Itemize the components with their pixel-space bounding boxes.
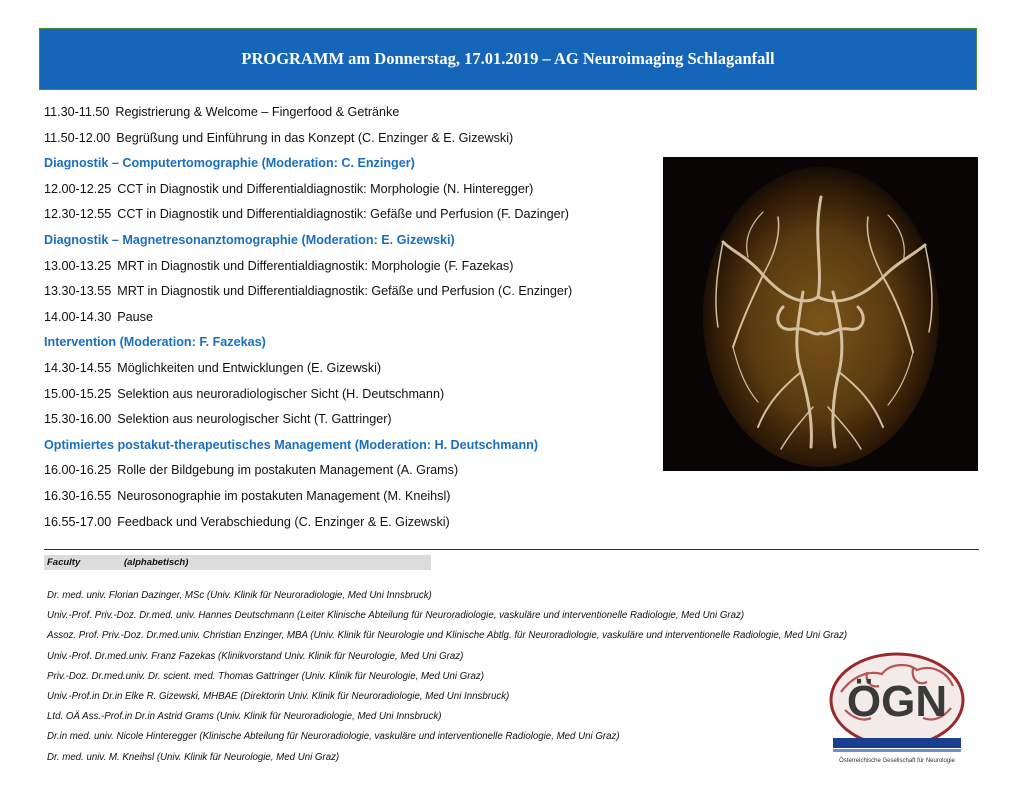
faculty-member: Dr.in med. univ. Nicole Hinteregger (Klinische Abteilung für Neuroradiologie, vaskuläre und interventionelle Radiologie, Med Uni Graz) (47, 731, 620, 743)
program-header (39, 28, 977, 90)
section-heading: Diagnostik – Magnetresonanztomographie (Moderation: E. Gizewski) (44, 232, 455, 247)
schedule-item (44, 206, 654, 232)
schedule-time: 16.55-17.00 (44, 514, 112, 529)
section-heading: Intervention (Moderation: F. Fazekas) (44, 335, 266, 350)
schedule-item (44, 411, 654, 437)
schedule-time: 16.00-16.25 (44, 463, 112, 478)
schedule-time: 12.00-12.25 (44, 181, 112, 196)
faculty-member: Dr. med. univ. M. Kneihsl (Univ. Klinik für Neurologie, Med Uni Graz) (47, 751, 340, 763)
schedule-item (44, 283, 654, 309)
faculty-label: Faculty (47, 557, 81, 568)
schedule-time: 15.00-15.25 (44, 386, 112, 401)
schedule-description: Pause (117, 309, 153, 324)
brain-angiography-image (663, 157, 978, 471)
schedule-item (44, 309, 654, 335)
section-divider (44, 549, 979, 550)
schedule-item (44, 360, 654, 386)
schedule-time: 11.30-11.50 (44, 105, 110, 119)
schedule-item (44, 130, 654, 156)
schedule-description: MRT in Diagnostik und Differentialdiagnostik: Morphologie (F. Fazekas) (117, 258, 514, 273)
schedule-description: Selektion aus neuroradiologischer Sicht (H. Deutschmann) (117, 386, 445, 401)
schedule-description: Neurosonographie im postakuten Management (M. Kneihsl) (117, 488, 451, 503)
faculty-member: Univ.-Prof.in Dr.in Elke R. Gizewski, MHBAE (Direktorin Univ. Klinik für Neuroradiologie, Med Uni Innsbruck) (47, 690, 510, 702)
schedule-time: 14.30-14.55 (44, 360, 112, 375)
faculty-member: Assoz. Prof. Priv.-Doz. Dr.med.univ. Christian Enzinger, MBA (Univ. Klinik für Neurologie und Klinische Abtlg. für Neuroradiologie, vaskuläre und interventionelle Radiologie, Med Uni Graz) (47, 630, 848, 642)
section-heading: Diagnostik – Computertomographie (Moderation: C. Enzinger) (44, 156, 415, 171)
schedule-description: Rolle der Bildgebung im postakuten Management (A. Grams) (117, 463, 459, 478)
schedule-description: CCT in Diagnostik und Differentialdiagnostik: Morphologie (N. Hinteregger) (117, 181, 534, 196)
schedule-description: Selektion aus neurologischer Sicht (T. Gattringer) (117, 412, 392, 427)
faculty-member: Priv.-Doz. Dr.med.univ. Dr. scient. med. Thomas Gattringer (Univ. Klinik für Neurologie, Med Uni Graz) (47, 670, 484, 682)
schedule-description: MRT in Diagnostik und Differentialdiagnostik: Gefäße und Perfusion (C. Enzinger) (117, 284, 573, 299)
schedule-time: 12.30-12.55 (44, 207, 112, 222)
logo-text: ÖGN (846, 677, 948, 726)
section-heading: Optimiertes postakut-therapeutisches Management (Moderation: H. Deutschmann) (44, 437, 539, 452)
logo-caption: Österreichische Gesellschaft für Neurologie (839, 758, 955, 764)
schedule-list (44, 104, 654, 539)
schedule-description: CCT in Diagnostik und Differentialdiagnostik: Gefäße und Perfusion (F. Dazinger) (117, 207, 569, 222)
schedule-item (44, 258, 654, 284)
schedule-description: Möglichkeiten und Entwicklungen (E. Gizewski) (117, 360, 382, 375)
schedule-item (44, 488, 654, 514)
schedule-item (44, 462, 654, 488)
brain-vessel-illustration (663, 157, 978, 471)
schedule-time: 11.50-12.00 (44, 130, 111, 145)
schedule-time: 13.00-13.25 (44, 258, 112, 273)
schedule-description: Begrüßung und Einführung in das Konzept (C. Enzinger & E. Gizewski) (116, 130, 514, 145)
oegn-logo (827, 652, 967, 770)
faculty-sublabel: (alphabetisch) (124, 557, 189, 568)
schedule-item (44, 386, 654, 412)
schedule-time: 13.30-13.55 (44, 284, 112, 299)
faculty-member: Dr. med. univ. Florian Dazinger, MSc (Univ. Klinik für Neuroradiologie, Med Uni Innsbruck) (47, 590, 432, 601)
program-title: PROGRAMM am Donnerstag, 17.01.2019 – AG Neuroimaging Schlaganfall (241, 49, 775, 68)
schedule-description: Feedback und Verabschiedung (C. Enzinger & E. Gizewski) (117, 514, 450, 529)
faculty-member: Univ.-Prof. Priv.-Doz. Dr.med. univ. Hannes Deutschmann (Leiter Klinische Abteilung für Neuroradiologie, vaskuläre und interventionelle Radiologie, Med Uni Graz) (47, 610, 745, 622)
faculty-member: Ltd. OÄ Ass.-Prof.in Dr.in Astrid Grams (Univ. Klinik für Neuroradiologie, Med Uni Innsbruck) (47, 711, 442, 723)
schedule-time: 14.00-14.30 (44, 309, 112, 324)
schedule-time: 16.30-16.55 (44, 488, 112, 503)
schedule-item (44, 104, 654, 130)
schedule-item (44, 514, 654, 540)
faculty-member: Univ.-Prof. Dr.med.univ. Franz Fazekas (Klinikvorstand Univ. Klinik für Neurologie, Med Uni Graz) (47, 650, 464, 662)
schedule-item (44, 181, 654, 207)
schedule-time: 15.30-16.00 (44, 412, 112, 427)
faculty-header-bar (44, 555, 431, 570)
schedule-description: Registrierung & Welcome – Fingerfood & Getränke (115, 105, 400, 119)
